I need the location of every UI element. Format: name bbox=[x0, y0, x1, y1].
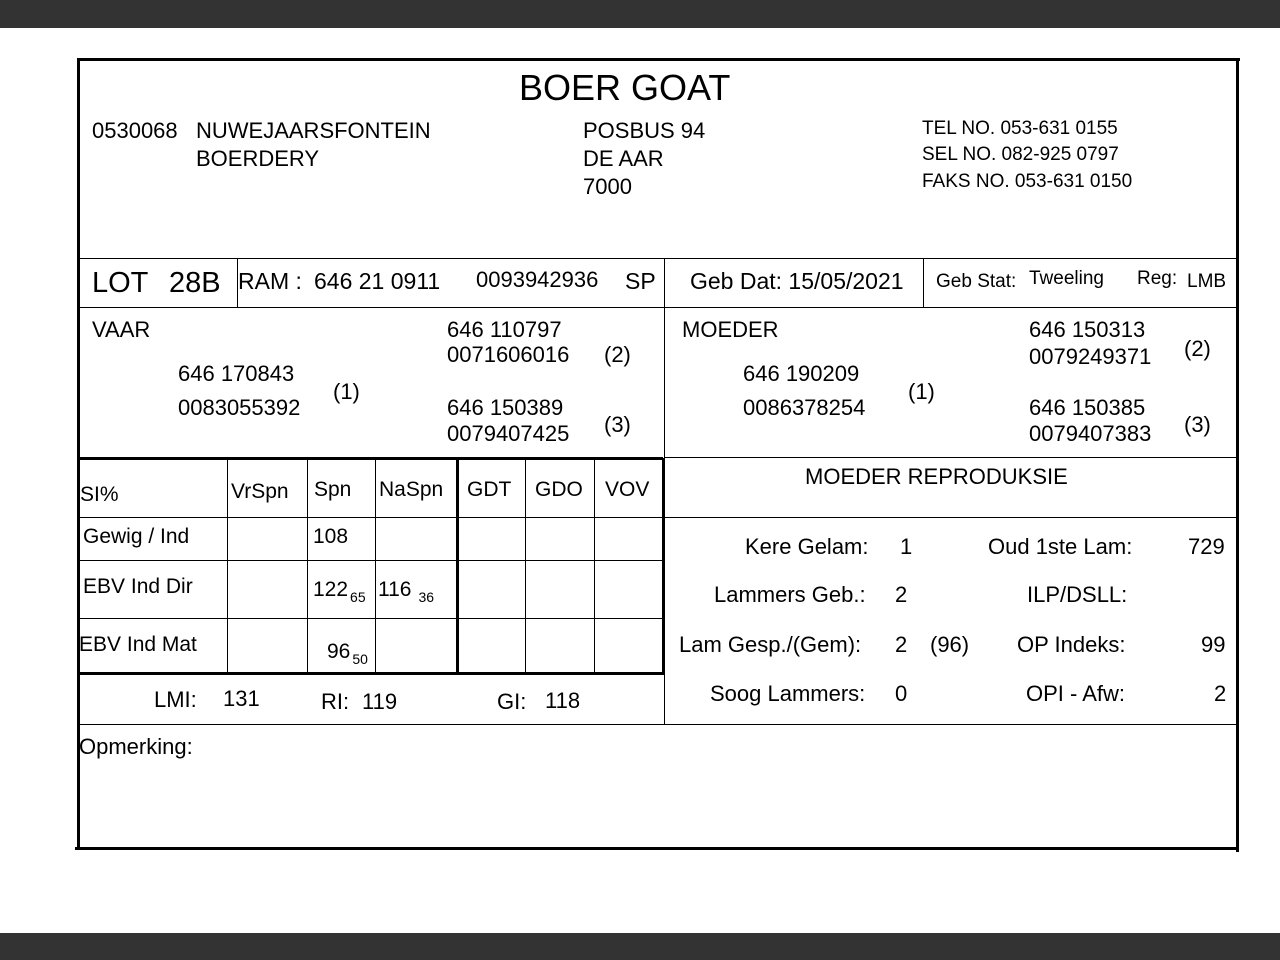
birth-date: Geb Dat: 15/05/2021 bbox=[690, 268, 904, 294]
owner-code: 0530068 bbox=[92, 118, 178, 143]
phone-number: TEL NO. 053-631 0155 bbox=[922, 118, 1118, 139]
spn-accuracy: 65 bbox=[350, 589, 366, 605]
border-top bbox=[77, 58, 1240, 61]
lam-gem-value: (96) bbox=[930, 632, 970, 657]
soog-value: 0 bbox=[895, 681, 908, 706]
sire-id: 646 170843 bbox=[178, 361, 295, 386]
border-right bbox=[1236, 58, 1239, 852]
lam-gesp-value: 2 bbox=[895, 632, 908, 657]
column-header: VOV bbox=[605, 478, 650, 501]
spn-value bbox=[313, 578, 366, 605]
reg-value: LMB bbox=[1187, 271, 1227, 292]
ram-registration: 0093942936 bbox=[476, 267, 599, 292]
op-indeks-label: OP Indeks: bbox=[1017, 632, 1126, 657]
column-header: Spn bbox=[314, 478, 352, 501]
divider bbox=[227, 460, 228, 674]
dam-grandsire-registration: 0079249371 bbox=[1029, 344, 1152, 369]
opi-label: OPI - Afw: bbox=[1026, 681, 1126, 706]
sire-heading: VAAR bbox=[92, 317, 151, 342]
sire-grandsire-marker: (2) bbox=[604, 342, 631, 367]
divider bbox=[79, 724, 1237, 725]
owner-name-line2: BOERDERY bbox=[196, 146, 320, 171]
divider bbox=[79, 307, 1237, 308]
lammers-geb-value: 2 bbox=[895, 582, 908, 607]
divider bbox=[664, 457, 1237, 458]
opi-value: 2 bbox=[1214, 681, 1227, 706]
ilp-label: ILP/DSLL: bbox=[1027, 582, 1128, 607]
sire-grandsire-registration: 0071606016 bbox=[447, 342, 570, 367]
lot-number: 28B bbox=[169, 267, 221, 299]
ri-value: 119 bbox=[362, 689, 398, 714]
reg-label: Reg: bbox=[1137, 268, 1178, 289]
dam-granddam-id: 646 150385 bbox=[1029, 395, 1146, 420]
column-header: GDT bbox=[467, 478, 512, 501]
gi-label: GI: bbox=[497, 689, 527, 714]
lmi-label: LMI: bbox=[154, 687, 197, 712]
birth-status: Tweeling bbox=[1029, 268, 1104, 289]
border-left bbox=[77, 58, 80, 850]
ri-label: RI: bbox=[321, 689, 350, 714]
divider bbox=[525, 460, 526, 674]
divider bbox=[79, 618, 663, 619]
spn-value bbox=[327, 640, 368, 667]
bottom-bar bbox=[0, 933, 1280, 960]
gi-value: 118 bbox=[545, 688, 581, 713]
divider bbox=[594, 460, 595, 674]
dam-grandsire-id: 646 150313 bbox=[1029, 317, 1146, 342]
sire-granddam-id: 646 150389 bbox=[447, 395, 564, 420]
column-header: GDO bbox=[535, 478, 583, 501]
spn-value: 108 bbox=[313, 525, 349, 548]
lammers-geb-label: Lammers Geb.: bbox=[714, 582, 866, 607]
row-label: EBV Ind Dir bbox=[83, 575, 193, 598]
naspn-value bbox=[378, 578, 435, 605]
owner-name-line1: NUWEJAARSFONTEIN bbox=[196, 118, 431, 143]
ram-label: RAM : bbox=[238, 268, 302, 294]
spn-value-main: 122 bbox=[313, 578, 349, 601]
reproduction-heading: MOEDER REPRODUKSIE bbox=[805, 464, 1068, 489]
divider bbox=[79, 457, 663, 460]
sire-granddam-registration: 0079407425 bbox=[447, 421, 570, 446]
top-bar bbox=[0, 0, 1280, 28]
dam-granddam-marker: (3) bbox=[1184, 412, 1211, 437]
naspn-accuracy: 36 bbox=[418, 589, 435, 605]
divider bbox=[79, 560, 663, 561]
divider bbox=[79, 258, 1237, 259]
divider bbox=[923, 259, 924, 307]
dam-granddam-registration: 0079407383 bbox=[1029, 421, 1152, 446]
sire-granddam-marker: (3) bbox=[604, 412, 631, 437]
row-label: EBV Ind Mat bbox=[79, 633, 197, 656]
spn-value-main: 96 bbox=[327, 640, 351, 663]
dam-registration: 0086378254 bbox=[743, 395, 866, 420]
spn-accuracy: 50 bbox=[352, 651, 368, 667]
birth-status-label: Geb Stat: bbox=[936, 271, 1017, 292]
dam-grandsire-marker: (2) bbox=[1184, 336, 1211, 361]
oud-label: Oud 1ste Lam: bbox=[988, 534, 1133, 559]
card-title: BOER GOAT bbox=[519, 67, 731, 108]
divider bbox=[307, 460, 308, 674]
divider bbox=[662, 458, 665, 675]
address-line: POSBUS 94 bbox=[583, 118, 706, 143]
divider bbox=[456, 458, 459, 674]
kere-gelam-value: 1 bbox=[900, 534, 913, 559]
fax-number: FAKS NO. 053-631 0150 bbox=[922, 171, 1133, 192]
dam-id: 646 190209 bbox=[743, 361, 860, 386]
border-bottom bbox=[75, 847, 1239, 850]
column-header: VrSpn bbox=[231, 480, 289, 503]
dam-marker: (1) bbox=[908, 379, 935, 404]
lot-label: LOT bbox=[92, 267, 149, 299]
lmi-value: 131 bbox=[223, 686, 260, 711]
sire-registration: 0083055392 bbox=[178, 395, 301, 420]
address-line: DE AAR bbox=[583, 146, 664, 171]
column-header: SI% bbox=[80, 483, 119, 506]
column-header: NaSpn bbox=[379, 478, 444, 501]
ram-suffix: SP bbox=[625, 268, 656, 294]
remarks-label: Opmerking: bbox=[79, 734, 193, 759]
kere-gelam-label: Kere Gelam: bbox=[745, 534, 869, 559]
divider bbox=[79, 517, 1237, 518]
soog-label: Soog Lammers: bbox=[710, 681, 866, 706]
divider bbox=[375, 460, 376, 674]
row-label: Gewig / Ind bbox=[83, 525, 190, 548]
sire-grandsire-id: 646 110797 bbox=[447, 317, 562, 342]
divider bbox=[79, 672, 665, 675]
op-indeks-value: 99 bbox=[1201, 632, 1226, 657]
lam-gesp-label: Lam Gesp./(Gem): bbox=[679, 632, 862, 657]
mobile-number: SEL NO. 082-925 0797 bbox=[922, 144, 1119, 165]
dam-heading: MOEDER bbox=[682, 317, 779, 342]
sire-marker: (1) bbox=[333, 379, 360, 404]
address-line: 7000 bbox=[583, 174, 632, 199]
oud-value: 729 bbox=[1188, 534, 1225, 559]
ram-id: 646 21 0911 bbox=[314, 268, 441, 294]
naspn-value-main: 116 bbox=[378, 578, 412, 601]
